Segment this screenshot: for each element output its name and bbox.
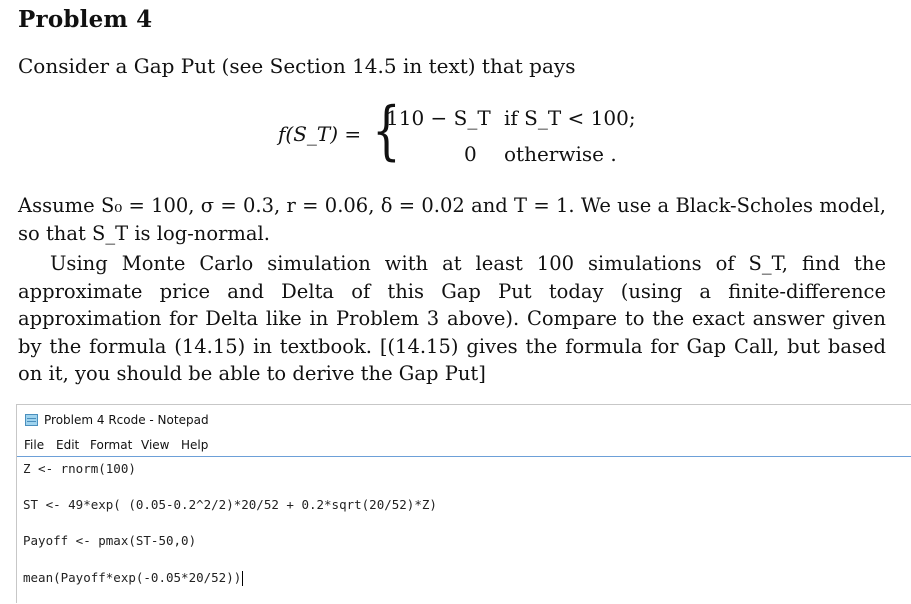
text-editor[interactable]: [17, 456, 911, 604]
code-line: Z <- rnorm(100): [23, 461, 136, 476]
assumptions-paragraph: Assume S₀ = 100, σ = 0.3, r = 0.06, δ = 0.02 and T = 1. We use a Black-Scholes model, so that S_T is log-normal.: [18, 194, 886, 245]
menu-help[interactable]: Help: [181, 438, 209, 452]
formula-case2-condition: otherwise .: [504, 142, 617, 166]
formula-case2-value: 0: [464, 142, 477, 166]
text-caret: [242, 571, 243, 586]
notepad-titlebar[interactable]: [17, 405, 911, 435]
notepad-icon: [25, 414, 38, 426]
menu-edit[interactable]: Edit: [56, 438, 80, 452]
code-line-text: mean(Payoff*exp(-0.05*20/52)): [23, 570, 242, 585]
problem-heading: Problem 4: [18, 6, 153, 33]
problem-intro: Consider a Gap Put (see Section 14.5 in text) that pays: [18, 54, 576, 78]
formula-brace: {: [372, 94, 401, 168]
menu-file[interactable]: File: [24, 438, 45, 452]
menu-view[interactable]: View: [141, 438, 170, 452]
code-line: ST <- 49*exp( (0.05-0.2^2/2)*20/52 + 0.2*sqrt(20/52)*Z): [23, 497, 437, 512]
code-line: [23, 570, 243, 586]
code-line: Payoff <- pmax(ST-50,0): [23, 533, 197, 548]
formula-case1-value: 110 − S_T: [386, 106, 491, 130]
task-paragraph: Using Monte Carlo simulation with at least 100 simulations of S_T, find the approximate price and Delta of this Gap Put today (using a finite-difference approximation for Delta like in Problem 3 above). Compare to the exact answer given by the formula (14.15) in textbook. [(14.15) gives the formula for Gap Call, but based on it, you should be able to derive the Gap Put]: [18, 252, 886, 385]
window-title: Problem 4 Rcode - Notepad: [44, 413, 209, 427]
menu-format[interactable]: Format: [90, 438, 133, 452]
menu-bar: [17, 435, 911, 455]
formula-lhs: f(S_T) =: [278, 122, 362, 146]
formula-case1-condition: if S_T < 100;: [504, 106, 636, 130]
notepad-window[interactable]: [16, 404, 911, 603]
payoff-formula: [278, 94, 638, 170]
